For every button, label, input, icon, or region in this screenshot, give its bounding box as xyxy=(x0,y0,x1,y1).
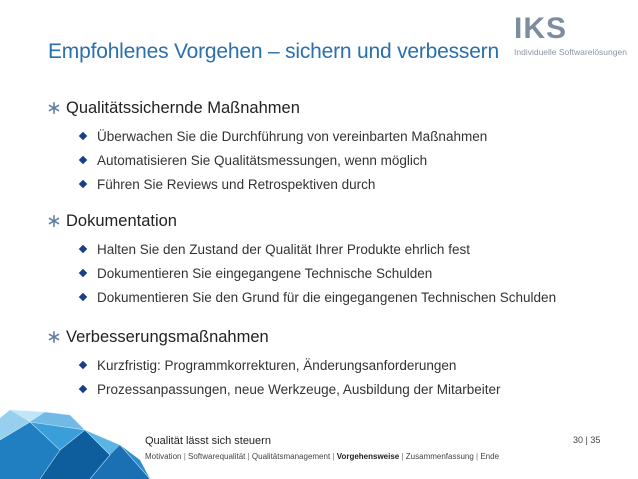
star-bullet-icon xyxy=(48,331,60,343)
nav-separator: | xyxy=(245,452,252,461)
bullet-list xyxy=(48,353,501,401)
nav-separator: | xyxy=(330,452,337,461)
section-heading xyxy=(48,211,556,231)
list-item-text: Kurzfristig: Programmkorrekturen, Änderungsanforderungen xyxy=(97,357,457,373)
list-item xyxy=(48,172,487,196)
footer-title: Qualität lässt sich steuern xyxy=(145,435,271,447)
list-item xyxy=(48,261,556,285)
star-bullet-icon xyxy=(48,102,60,114)
diamond-bullet-icon xyxy=(79,180,87,188)
diamond-bullet-icon xyxy=(79,245,87,253)
nav-item-vorgehensweise[interactable]: Vorgehensweise xyxy=(336,452,400,461)
nav-item-zusammenfassung[interactable]: Zusammenfassung xyxy=(405,452,474,461)
diamond-bullet-icon xyxy=(79,293,87,301)
star-bullet-icon xyxy=(48,215,60,227)
section-heading xyxy=(48,98,487,118)
section-label: Qualitätssichernde Maßnahmen xyxy=(66,98,300,117)
nav-item-qualitaetsmanagement[interactable]: Qualitätsmanagement xyxy=(251,452,331,461)
diamond-bullet-icon xyxy=(79,361,87,369)
section-qualitaetssicherung xyxy=(48,98,487,196)
diamond-bullet-icon xyxy=(79,132,87,140)
list-item xyxy=(48,285,556,309)
list-item-text: Überwachen Sie die Durchführung von vereinbarten Maßnahmen xyxy=(97,128,488,144)
list-item-text: Automatisieren Sie Qualitätsmessungen, wenn möglich xyxy=(97,152,428,168)
list-item-text: Führen Sie Reviews und Retrospektiven durch xyxy=(97,176,376,192)
diamond-bullet-icon xyxy=(79,156,87,164)
list-item-text: Prozessanpassungen, neue Werkzeuge, Ausbildung der Mitarbeiter xyxy=(97,381,501,397)
list-item xyxy=(48,124,487,148)
nav-item-ende[interactable]: Ende xyxy=(480,452,500,461)
logo-tagline: Individuelle Softwarelösungen xyxy=(514,47,627,57)
footer-polygon-art xyxy=(0,400,150,479)
list-item xyxy=(48,353,501,377)
logo-wordmark: IKS xyxy=(514,12,568,45)
diamond-bullet-icon xyxy=(79,269,87,277)
nav-item-motivation[interactable]: Motivation xyxy=(145,452,182,461)
nav-item-softwarequalitaet[interactable]: Softwarequalität xyxy=(188,452,246,461)
footer-navigation xyxy=(145,452,499,461)
section-label: Dokumentation xyxy=(66,211,177,230)
nav-separator: | xyxy=(473,452,481,461)
section-verbesserung xyxy=(48,327,501,401)
iks-logo xyxy=(514,14,626,60)
diamond-bullet-icon xyxy=(79,385,87,393)
section-label: Verbesserungsmaßnahmen xyxy=(66,327,269,346)
list-item xyxy=(48,237,556,261)
bullet-list xyxy=(48,237,556,309)
nav-separator: | xyxy=(181,452,188,461)
list-item xyxy=(48,377,501,401)
page-number: 30 | 35 xyxy=(573,435,601,445)
list-item-text: Halten Sie den Zustand der Qualität Ihrer Produkte ehrlich fest xyxy=(97,241,470,257)
section-dokumentation xyxy=(48,211,556,309)
nav-separator: | xyxy=(399,452,406,461)
list-item xyxy=(48,148,487,172)
list-item-text: Dokumentieren Sie eingegangene Technische Schulden xyxy=(97,265,433,281)
bullet-list xyxy=(48,124,487,196)
section-heading xyxy=(48,327,501,347)
slide-title: Empfohlenes Vorgehen – sichern und verbessern xyxy=(48,40,499,63)
list-item-text: Dokumentieren Sie den Grund für die eingegangenen Technischen Schulden xyxy=(97,289,557,305)
